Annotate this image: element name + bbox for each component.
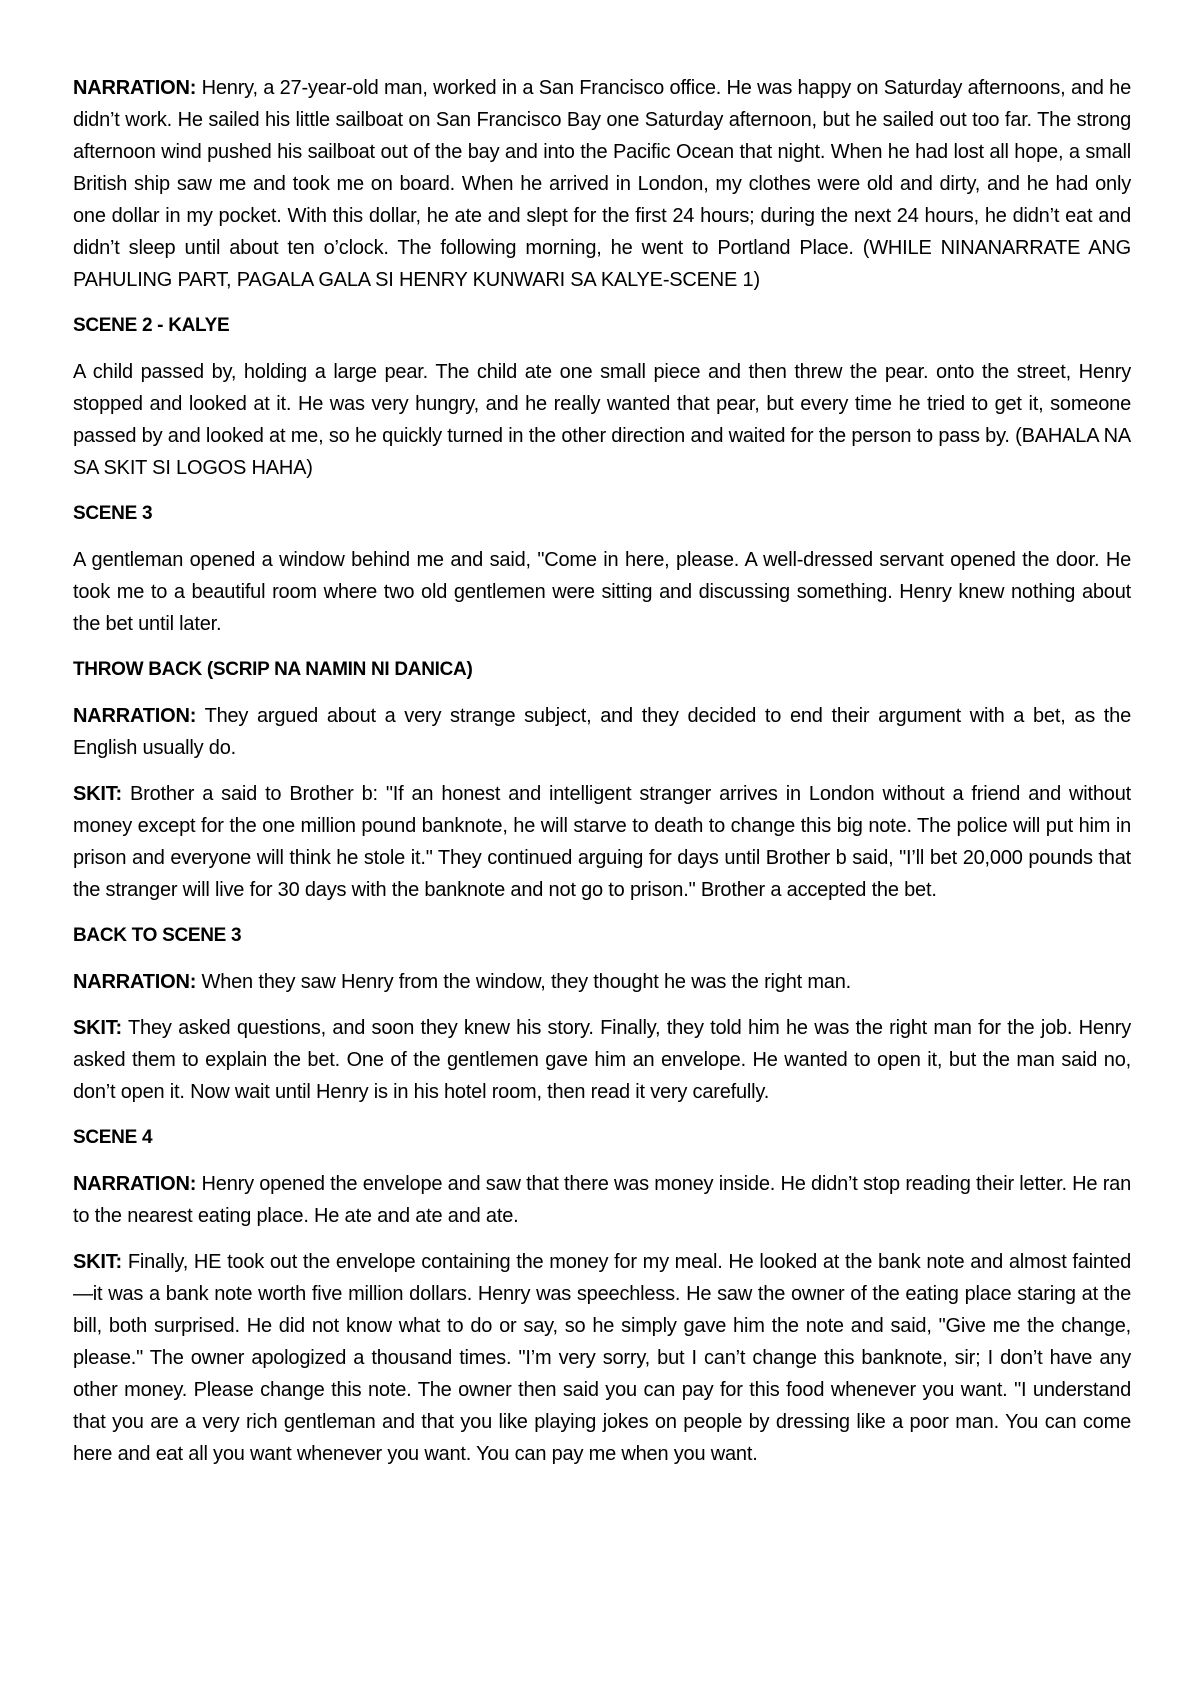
label-skit: SKIT:: [73, 783, 123, 805]
paragraph-text: When they saw Henry from the window, they thought he was the right man.: [196, 971, 852, 993]
paragraph-skit-bet: [73, 778, 1131, 906]
paragraph-narration-intro: [73, 72, 1131, 296]
paragraph-text: They argued about a very strange subject, and they decided to end their argument with a bet, as the English usually do.: [73, 705, 1131, 759]
paragraph-scene-3: [73, 544, 1131, 640]
document-page: [73, 72, 1131, 1662]
label-narration: NARRATION:: [73, 705, 197, 727]
paragraph-narration-window: [73, 966, 1131, 998]
heading-scene-4: SCENE 4: [73, 1127, 153, 1148]
paragraph-skit-envelope: [73, 1012, 1131, 1108]
paragraph-narration-argument: [73, 700, 1131, 764]
label-narration: NARRATION:: [73, 77, 197, 99]
heading-scene-2: SCENE 2 - KALYE: [73, 315, 230, 336]
paragraph-text: They asked questions, and soon they knew his story. Finally, they told him he was the right man for the job. Henry asked them to explain the bet. One of the gentlemen gave him an envelope. He wanted to open it, but the man said no, don’t open it. Now wait until Henry is in his hotel room, then read it very carefully.: [73, 1017, 1131, 1103]
label-narration: NARRATION:: [73, 971, 197, 993]
heading-back-to-scene-3: BACK TO SCENE 3: [73, 925, 242, 946]
paragraph-text: A child passed by, holding a large pear. The child ate one small piece and then threw the pear. onto the street, Henry stopped and looked at it. He was very hungry, and he really wanted that pear, but every time he tried to get it, someone passed by and looked at me, so he quickly turned in the other direction and waited for the person to pass by. (BAHALA NA SA SKIT SI LOGOS HAHA): [73, 361, 1131, 479]
paragraph-text: Finally, HE took out the envelope containing the money for my meal. He looked at the bank note and almost fainted—it was a bank note worth five million dollars. Henry was speechless. He saw the owner of the eating place staring at the bill, both surprised. He did not know what to do or say, so he simply gave him the note and said, "Give me the change, please." The owner apologized a thousand times. "I’m very sorry, but I can’t change this banknote, sir; I don’t have any other money. Please change this note. The owner then said you can pay for this food whenever you want. "I understand that you are a very rich gentleman and that you like playing jokes on people by dressing like a poor man. You can come here and eat all you want whenever you want. You can pay me when you want.: [73, 1251, 1131, 1465]
heading-throw-back: THROW BACK (SCRIP NA NAMIN NI DANICA): [73, 659, 473, 680]
paragraph-text: Brother a said to Brother b: "If an honest and intelligent stranger arrives in London without a friend and without money except for the one million pound banknote, he will starve to death to change this big note. The police will put him in prison and everyone will think he stole it." They continued arguing for days until Brother b said, "I’ll bet 20,000 pounds that the stranger will live for 30 days with the banknote and not go to prison." Brother a accepted the bet.: [73, 783, 1131, 901]
paragraph-text: Henry, a 27-year-old man, worked in a San Francisco office. He was happy on Saturday afternoons, and he didn’t work. He sailed his little sailboat on San Francisco Bay one Saturday afternoon, but he sailed out too far. The strong afternoon wind pushed his sailboat out of the bay and into the Pacific Ocean that night. When he had lost all hope, a small British ship saw me and took me on board. When he arrived in London, my clothes were old and dirty, and he had only one dollar in my pocket. With this dollar, he ate and slept for the first 24 hours; during the next 24 hours, he didn’t eat and didn’t sleep until about ten o’clock. The following morning, he went to Portland Place. (WHILE NINANARRATE ANG PAHULING PART, PAGALA GALA SI HENRY KUNWARI SA KALYE-SCENE 1): [73, 77, 1131, 291]
label-narration: NARRATION:: [73, 1173, 197, 1195]
paragraph-text: Henry opened the envelope and saw that there was money inside. He didn’t stop reading their letter. He ran to the nearest eating place. He ate and ate and ate.: [73, 1173, 1131, 1227]
paragraph-narration-money: [73, 1168, 1131, 1232]
paragraph-scene-2: [73, 356, 1131, 484]
paragraph-text: A gentleman opened a window behind me and said, "Come in here, please. A well-dressed servant opened the door. He took me to a beautiful room where two old gentlemen were sitting and discussing something. Henry knew nothing about the bet until later.: [73, 549, 1131, 635]
label-skit: SKIT:: [73, 1017, 123, 1039]
label-skit: SKIT:: [73, 1251, 123, 1273]
heading-scene-3: SCENE 3: [73, 503, 153, 524]
paragraph-skit-banknote: [73, 1246, 1131, 1470]
